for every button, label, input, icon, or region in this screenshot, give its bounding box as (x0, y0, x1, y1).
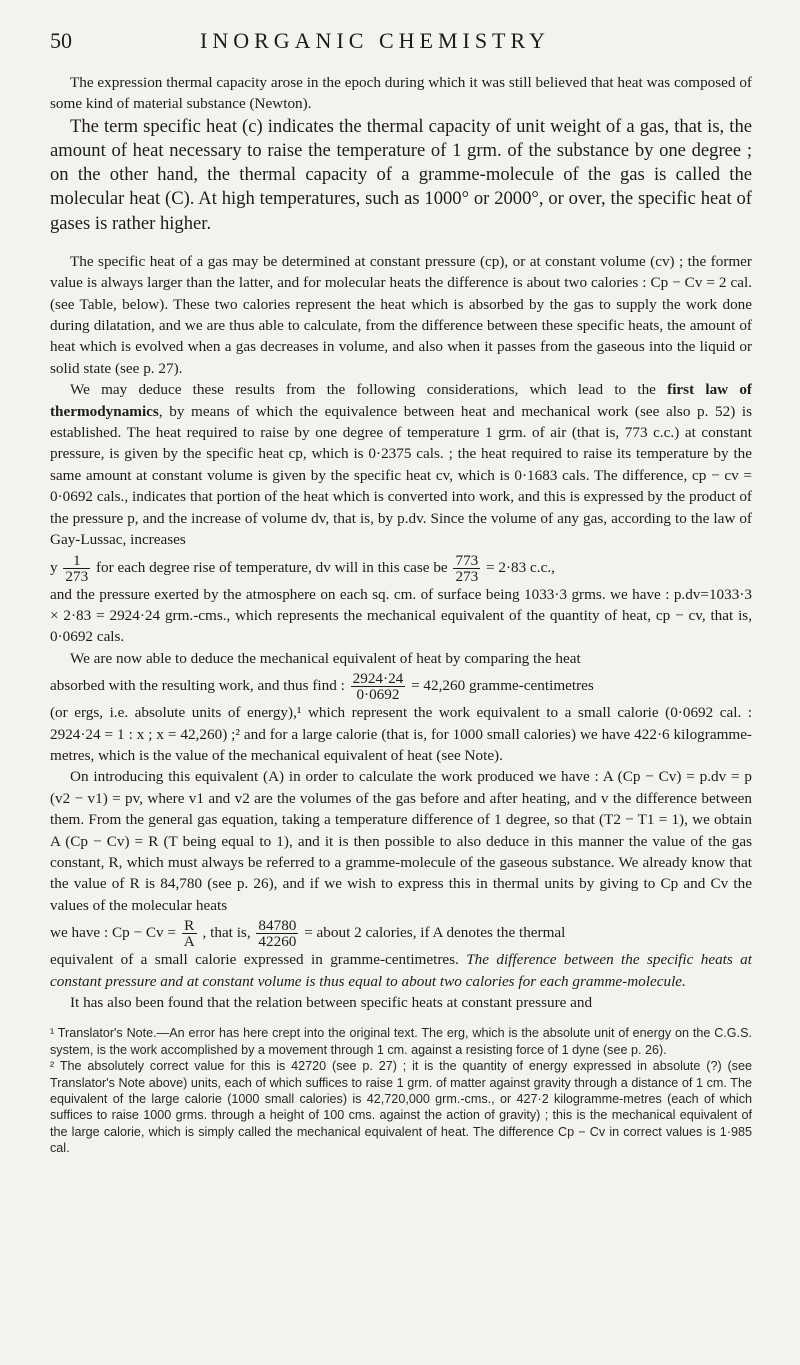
eq1-tail: = 2·83 c.c., (486, 558, 555, 576)
fraction-r-over-a (182, 918, 197, 949)
running-head: INORGANIC CHEMISTRY (200, 28, 550, 53)
equation-line-volume (50, 553, 752, 584)
paragraph-specific-heat-definition: The term specific heat (c) indicates the thermal capacity of unit weight of a gas, that is, the amount of heat necessary to raise the temperature of 1 grm. of the substance by one degree ; on the other hand, the thermal capacity of a gramme-molecule of the gas is called the molecular heat (C). At high temperatures, such as 1000° or 2000°, or over, the specific heat of gases is rather higher. (50, 115, 752, 234)
conclusion-italic: The difference between the specific heats at constant pressure and at constant volume is thus equal to about two calories for each gramme-molecule. (50, 951, 752, 990)
fraction-work-over-heat (351, 671, 406, 702)
page-number: 50 (50, 28, 72, 53)
conclusion-text-a: equivalent of a small calorie expressed in gramme-centimetres. (50, 951, 467, 969)
paragraph-atmospheric-pressure: and the pressure exerted by the atmosphere on each sq. cm. of surface being 1033·3 grms. we have : p.dv=1033·3 × 2·83 = 2924·24 grm.-cms., which represents the mechanical equivalent of the quantity of heat, cp − cv, that is, 0·0692 cals. (50, 585, 752, 646)
footnote-1: ¹ Translator's Note.—An error has here crept into the original text. The erg, which is the absolute unit of energy on the C.G.S. system, is the work accomplished by a movement through 1 cm. against a resisting force of 1 dyne (see p. 26). (50, 1026, 752, 1057)
footnotes (50, 1025, 752, 1156)
equation-line-molecular-heats (50, 918, 752, 949)
eq1-middle-text: for each degree rise of temperature, dv will in this case be (95, 558, 448, 576)
footnote-2: ² The absolutely correct value for this is 42720 (see p. 27) ; it is the quantity of energy expressed in absolute (?) (see Translator's Note above) units, each of which suffices to raise 1 grm. of matter against gravity through a distance of 1 cm. The equivalent of the large calorie (1000 small calories) is 42,720,000 grm.-cms., or 427·2 kilogramme-metres (each of which suffices to raise 1000 grms. through a height of 100 cms. against the action of gravity) ; this is the mechanical equivalent of the large calorie, which is simply called the mechanical equivalent of heat. The difference Cp − Cv in correct values is 1·985 cal. (50, 1059, 752, 1156)
eq1-y: y (50, 558, 58, 576)
eq2-tail: = 42,260 gramme-centimetres (411, 677, 594, 695)
fraction-numerator: 84780 (258, 917, 297, 935)
eq3-lead: we have : Cp − Cv = (50, 924, 176, 942)
eq3-tail: = about 2 calories, if A denotes the thermal (304, 924, 566, 942)
paragraph-thermal-capacity: The expression thermal capacity arose in the epoch during which it was still believed that heat was composed of some kind of material substance (Newton). (50, 74, 752, 113)
fraction-denominator: 273 (65, 567, 89, 585)
fraction-84780-over-42260 (256, 918, 298, 949)
equation-line-mechanical-equivalent (50, 671, 752, 702)
fraction-denominator: 42260 (258, 933, 297, 951)
paragraph-deduce-equivalent: We are now able to deduce the mechanical equivalent of heat by comparing the heat (70, 649, 581, 667)
paragraph-gas-constant: On introducing this equivalent (A) in order to calculate the work produced we have : A (Cp − Cv) = p.dv = p (v2 − v1) = pv, where v1 and v2 are the volumes of the gas before and after heating, and v the difference between them. From the general gas equation, taking a temperature difference of 1 degree, so that (T2 − T1 = 1), we obtain A (Cp − Cv) = R (T being equal to 1), and it is then possible to also deduce in this manner the value of the gas constant, R, which must always be referred to a gramme-molecule of the gaseous substance. We already know that the value of R is 84,780 (see p. 26), and if we wish to express this in thermal units by giving to Cp and Cv the values of the molecular heats (50, 768, 752, 914)
page-header (50, 28, 752, 72)
paragraph-constant-pressure-volume: The specific heat of a gas may be determined at constant pressure (cp), or at constant volume (cv) ; the former value is always larger than the latter, and for molecular heats the difference is about two calories : Cp − Cv = 2 cal. (see Table, below). These two calories represent the heat which is absorbed by the gas to supply the work done during dilatation, and we are thus able to calculate, from the difference between these specific heats, the amount of heat which is evolved when a gas decreases in volume, and also when it passes from the gaseous into the liquid or solid state (see p. 27). (50, 252, 752, 377)
fraction-numerator: 773 (455, 551, 479, 569)
fraction-numerator: R (182, 918, 197, 934)
paragraph-first-law (50, 379, 752, 550)
fraction-1-over-273 (63, 553, 90, 584)
first-law-text-b: , by means of which the equivalence between heat and mechanical work (see also p. 52) is established. The heat required to raise by one degree of temperature 1 grm. of air (that is, 773 c.c.) at constant pressure, is given by the specific heat cp, which is 0·2375 cals. ; the heat required to raise its temperature by the same amount at constant volume is given by the specific heat cv, which is 0·1683 cals. The difference, cp − cv = 0·0692 cals., indicates that portion of the heat which is converted into work, and this is expressed by the product of the pressure p, and the increase of volume dv, that is, by p.dv. Since the volume of any gas, according to the law of Gay-Lussac, increases (50, 402, 752, 549)
first-law-term: first law of thermodynamics (50, 381, 752, 420)
fraction-denominator: A (183, 933, 195, 951)
eq2-lead: absorbed with the resulting work, and thus find : (50, 677, 345, 695)
paragraph-ergs: (or ergs, i.e. absolute units of energy),¹ which represent the work equivalent to a small calorie (0·0692 cal. : 2924·24 = 1 : x ; x = 42,260) ;² and for a large calorie (that is, for 1000 small calories) we have 422·6 kilogramme-metres, which is the value of the mechanical equivalent of heat (see Note). (50, 704, 752, 764)
fraction-numerator: 2924·24 (352, 670, 404, 688)
fraction-denominator: 0·0692 (356, 686, 400, 704)
fraction-numerator: 1 (63, 553, 90, 569)
paragraph-difference-conclusion (50, 949, 752, 992)
first-law-text-a: We may deduce these results from the following considerations, which lead to the (70, 381, 668, 399)
eq3-middle-text: , that is, (202, 924, 251, 942)
fraction-773-over-273 (453, 553, 480, 584)
paragraph-relation-specific-heats: It has also been found that the relation between specific heats at constant pressure and (70, 994, 593, 1012)
fraction-denominator: 273 (455, 567, 479, 585)
